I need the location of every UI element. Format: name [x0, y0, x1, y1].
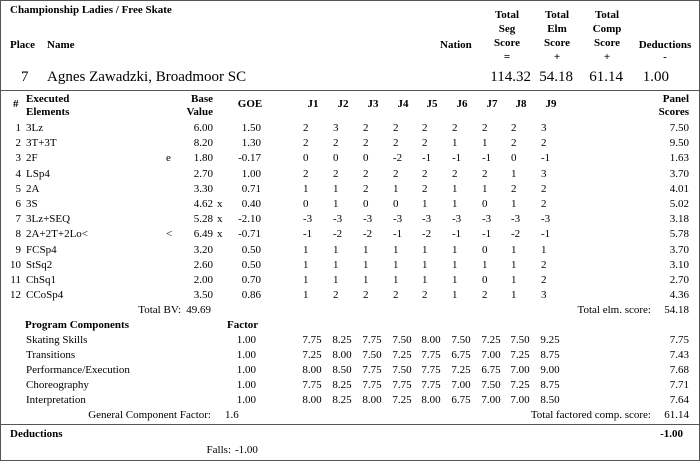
- judge-header-4: J4: [397, 98, 409, 110]
- element-judge-score: 2: [393, 167, 399, 180]
- element-judge-score: 0: [511, 152, 517, 165]
- total-element-score: 54.18: [539, 69, 573, 85]
- element-judge-score: 0: [482, 198, 488, 210]
- factor-header: Factor: [227, 319, 259, 331]
- element-judge-score: 1: [363, 274, 369, 286]
- element-number: 2: [15, 137, 21, 150]
- total-elm-value: 54.18: [664, 304, 689, 316]
- element-goe: 0.86: [241, 289, 261, 302]
- num-header: #: [13, 98, 19, 110]
- divider-bottom: [1, 424, 699, 425]
- panel-header: Panel: [662, 93, 689, 105]
- element-judge-score: 1: [511, 243, 517, 256]
- component-judge-score: 7.50: [510, 334, 530, 346]
- element-base-value: 8.20: [193, 137, 213, 150]
- element-judge-score: -3: [482, 213, 492, 226]
- component-judge-score: 7.25: [510, 379, 530, 391]
- element-panel-score: 3.18: [669, 213, 689, 226]
- element-judge-score: -3: [303, 213, 313, 226]
- element-judge-score: 1: [511, 289, 517, 302]
- gcf-label: General Component Factor:: [88, 409, 211, 421]
- element-judge-score: 2: [303, 122, 309, 134]
- element-number: 5: [15, 182, 21, 195]
- component-panel-score: 7.43: [669, 349, 689, 361]
- element-judge-score: -2: [511, 228, 521, 241]
- elements-header: Elements: [26, 106, 70, 118]
- element-judge-score: 2: [422, 137, 428, 150]
- element-judge-score: -1: [452, 228, 462, 241]
- element-info: e: [166, 152, 171, 165]
- component-judge-score: 9.25: [540, 334, 560, 346]
- judge-header-3: J3: [367, 98, 379, 110]
- judge-header-8: J8: [515, 98, 527, 110]
- element-judge-score: 2: [333, 167, 339, 180]
- value-header: Value: [186, 106, 213, 118]
- component-judge-score: 8.00: [421, 334, 441, 346]
- element-panel-score: 4.36: [669, 289, 689, 302]
- component-judge-score: 7.50: [481, 379, 501, 391]
- element-judge-score: 1: [303, 182, 309, 195]
- component-judge-score: 8.50: [332, 364, 352, 376]
- element-base-value: 6.49: [193, 228, 213, 241]
- falls-label: Falls:: [206, 444, 231, 456]
- component-name: Skating Skills: [26, 334, 88, 346]
- nation-header: Nation: [440, 39, 472, 51]
- element-judge-score: 1: [422, 258, 428, 271]
- total-segment-score: 114.32: [490, 69, 531, 85]
- component-judge-score: 8.00: [362, 394, 382, 406]
- element-judge-score: 2: [393, 289, 399, 302]
- element-judge-score: -1: [303, 228, 313, 241]
- skater-place: 7: [21, 69, 29, 85]
- element-judge-score: 2: [333, 289, 339, 302]
- element-number: 6: [15, 198, 21, 210]
- judge-header-5: J5: [426, 98, 438, 110]
- element-judge-score: 1: [393, 258, 399, 271]
- element-judge-score: 1: [363, 243, 369, 256]
- component-name: Interpretation: [26, 394, 86, 406]
- element-judge-score: 2: [541, 274, 547, 286]
- event-title: Championship Ladies / Free Skate: [10, 4, 172, 16]
- element-judge-score: -1: [422, 152, 432, 165]
- element-judge-score: 0: [333, 152, 339, 165]
- tes-header-4: +: [553, 51, 561, 63]
- component-name: Choreography: [26, 379, 89, 391]
- ded-header-1: Deductions: [638, 39, 692, 51]
- element-number: 4: [15, 167, 21, 180]
- element-judge-score: 2: [303, 167, 309, 180]
- element-bonus-mark: x: [217, 198, 223, 210]
- element-name: CCoSp4: [26, 289, 64, 302]
- element-name: StSq2: [26, 258, 53, 271]
- element-judge-score: 1: [511, 258, 517, 271]
- element-judge-score: 1: [422, 243, 428, 256]
- deductions-total: -1.00: [660, 428, 683, 440]
- element-judge-score: 2: [303, 137, 309, 150]
- element-judge-score: 0: [482, 274, 488, 286]
- element-judge-score: 3: [541, 289, 547, 302]
- element-name: 3T+3T: [26, 137, 57, 150]
- tes-header-3: Score: [543, 37, 571, 49]
- component-judge-score: 7.00: [451, 379, 471, 391]
- component-judge-score: 7.50: [392, 364, 412, 376]
- element-panel-score: 7.50: [669, 122, 689, 134]
- component-judge-score: 7.75: [392, 379, 412, 391]
- judge-header-2: J2: [337, 98, 349, 110]
- element-judge-score: 2: [511, 182, 517, 195]
- component-judge-score: 6.75: [451, 394, 471, 406]
- component-judge-score: 7.00: [481, 394, 501, 406]
- component-panel-score: 7.64: [669, 394, 689, 406]
- pcs-header-4: +: [603, 51, 611, 63]
- component-factor: 1.00: [236, 394, 256, 406]
- component-judge-score: 6.75: [451, 349, 471, 361]
- element-judge-score: 3: [333, 122, 339, 134]
- element-panel-score: 1.63: [669, 152, 689, 165]
- element-bonus-mark: x: [217, 228, 223, 241]
- element-judge-score: -2: [363, 228, 373, 241]
- element-base-value: 4.62: [193, 198, 213, 210]
- component-judge-score: 7.75: [302, 379, 322, 391]
- component-judge-score: 8.75: [540, 379, 560, 391]
- element-base-value: 3.20: [193, 243, 213, 256]
- component-judge-score: 8.25: [332, 379, 352, 391]
- element-number: 1: [15, 122, 21, 134]
- component-judge-score: 8.00: [302, 364, 322, 376]
- element-name: ChSq1: [26, 274, 56, 286]
- tss-header-1: Total: [494, 9, 520, 21]
- element-goe: 1.00: [241, 167, 261, 180]
- element-judge-score: -3: [452, 213, 462, 226]
- component-factor: 1.00: [236, 364, 256, 376]
- judge-header-1: J1: [307, 98, 319, 110]
- element-judge-score: 2: [363, 122, 369, 134]
- element-judge-score: 2: [422, 122, 428, 134]
- component-panel-score: 7.75: [669, 334, 689, 346]
- goe-header: GOE: [237, 98, 263, 110]
- element-judge-score: 2: [422, 167, 428, 180]
- element-name: 2A: [26, 182, 40, 195]
- element-judge-score: 1: [511, 274, 517, 286]
- falls-value: -1.00: [235, 444, 258, 456]
- element-judge-score: 3: [541, 122, 547, 134]
- pcs-header-2: Comp: [592, 23, 622, 35]
- element-panel-score: 3.70: [669, 243, 689, 256]
- element-judge-score: 2: [393, 122, 399, 134]
- element-info: <: [166, 228, 173, 241]
- component-judge-score: 8.00: [332, 349, 352, 361]
- element-judge-score: 2: [452, 167, 458, 180]
- component-judge-score: 8.25: [332, 334, 352, 346]
- component-judge-score: 8.25: [332, 394, 352, 406]
- component-judge-score: 9.00: [540, 364, 560, 376]
- component-judge-score: 7.00: [510, 394, 530, 406]
- element-base-value: 2.00: [193, 274, 213, 286]
- pcs-header-1: Total: [594, 9, 620, 21]
- total-deductions: 1.00: [642, 69, 669, 85]
- element-judge-score: 0: [303, 152, 309, 165]
- element-judge-score: 1: [303, 243, 309, 256]
- element-goe: 1.30: [241, 137, 261, 150]
- component-judge-score: 7.50: [362, 349, 382, 361]
- element-judge-score: 2: [422, 289, 428, 302]
- element-judge-score: 2: [511, 137, 517, 150]
- element-base-value: 3.30: [193, 182, 213, 195]
- element-judge-score: 2: [482, 122, 488, 134]
- component-judge-score: 7.00: [481, 349, 501, 361]
- element-judge-score: -3: [511, 213, 521, 226]
- judge-header-6: J6: [456, 98, 468, 110]
- skater-name: Agnes Zawadzki, Broadmoor SC: [47, 69, 247, 85]
- element-panel-score: 3.10: [669, 258, 689, 271]
- total-component-score: 61.14: [589, 69, 623, 85]
- executed-header: Executed: [26, 93, 70, 105]
- element-number: 12: [10, 289, 21, 302]
- element-judge-score: 1: [452, 137, 458, 150]
- component-judge-score: 7.75: [302, 334, 322, 346]
- tss-header-2: Seg: [498, 23, 516, 35]
- scores-header: Scores: [658, 106, 689, 118]
- element-judge-score: 1: [422, 198, 428, 210]
- divider-top: [1, 90, 699, 91]
- element-judge-score: 1: [452, 258, 458, 271]
- element-judge-score: -3: [393, 213, 403, 226]
- element-goe: 0.50: [241, 243, 261, 256]
- judge-header-7: J7: [486, 98, 498, 110]
- component-panel-score: 7.68: [669, 364, 689, 376]
- element-judge-score: 1: [422, 274, 428, 286]
- element-judge-score: 1: [452, 243, 458, 256]
- element-judge-score: 2: [541, 198, 547, 210]
- total-bv-value: 49.69: [186, 304, 211, 316]
- element-judge-score: 2: [422, 182, 428, 195]
- component-factor: 1.00: [236, 334, 256, 346]
- element-panel-score: 5.02: [669, 198, 689, 210]
- element-name: 3S: [26, 198, 38, 210]
- tes-header-1: Total: [544, 9, 570, 21]
- element-judge-score: 0: [363, 198, 369, 210]
- element-judge-score: 2: [541, 182, 547, 195]
- component-judge-score: 7.50: [451, 334, 471, 346]
- element-judge-score: -2: [393, 152, 403, 165]
- element-judge-score: 2: [363, 289, 369, 302]
- ded-header-2: -: [663, 51, 667, 63]
- element-judge-score: -2: [333, 228, 343, 241]
- element-judge-score: 1: [333, 182, 339, 195]
- element-goe: -0.17: [238, 152, 261, 165]
- element-goe: 1.50: [241, 122, 261, 134]
- component-factor: 1.00: [236, 379, 256, 391]
- element-judge-score: 1: [303, 258, 309, 271]
- component-judge-score: 8.75: [540, 349, 560, 361]
- element-judge-score: 1: [363, 258, 369, 271]
- element-judge-score: 2: [363, 167, 369, 180]
- element-base-value: 5.28: [193, 213, 213, 226]
- element-judge-score: 1: [482, 258, 488, 271]
- element-judge-score: 1: [333, 274, 339, 286]
- component-judge-score: 7.25: [392, 394, 412, 406]
- element-name: 2F: [26, 152, 38, 165]
- element-judge-score: 3: [541, 167, 547, 180]
- element-name: 3Lz: [26, 122, 44, 134]
- element-number: 7: [15, 213, 21, 226]
- element-judge-score: 0: [363, 152, 369, 165]
- element-goe: 0.40: [241, 198, 261, 210]
- component-judge-score: 7.75: [421, 379, 441, 391]
- element-number: 3: [15, 152, 21, 165]
- component-judge-score: 6.75: [481, 364, 501, 376]
- tfcs-label: Total factored comp. score:: [530, 409, 651, 421]
- element-base-value: 2.60: [193, 258, 213, 271]
- element-judge-score: 1: [393, 182, 399, 195]
- component-judge-score: 8.50: [540, 394, 560, 406]
- element-judge-score: -1: [541, 228, 551, 241]
- component-judge-score: 7.75: [421, 364, 441, 376]
- component-judge-score: 7.75: [362, 379, 382, 391]
- component-judge-score: 8.00: [421, 394, 441, 406]
- element-judge-score: 2: [482, 289, 488, 302]
- name-header: Name: [47, 39, 75, 51]
- element-judge-score: 1: [393, 274, 399, 286]
- element-number: 9: [15, 243, 21, 256]
- element-judge-score: 1: [393, 243, 399, 256]
- tfcs-value: 61.14: [664, 409, 689, 421]
- element-judge-score: 1: [452, 289, 458, 302]
- element-number: 10: [10, 258, 21, 271]
- element-judge-score: 0: [393, 198, 399, 210]
- component-judge-score: 7.75: [362, 364, 382, 376]
- element-goe: -2.10: [238, 213, 261, 226]
- element-judge-score: 2: [393, 137, 399, 150]
- gcf-value: 1.6: [225, 409, 239, 421]
- component-judge-score: 8.00: [302, 394, 322, 406]
- element-base-value: 3.50: [193, 289, 213, 302]
- element-judge-score: 0: [303, 198, 309, 210]
- element-judge-score: 2: [333, 137, 339, 150]
- tes-header-2: Elm: [547, 23, 567, 35]
- element-judge-score: -3: [333, 213, 343, 226]
- element-judge-score: 1: [482, 182, 488, 195]
- component-judge-score: 7.00: [510, 364, 530, 376]
- element-judge-score: -2: [422, 228, 432, 241]
- element-judge-score: 2: [541, 258, 547, 271]
- element-judge-score: -1: [482, 228, 492, 241]
- total-elm-label: Total elm. score:: [577, 304, 651, 316]
- element-judge-score: 2: [482, 167, 488, 180]
- element-judge-score: 1: [511, 167, 517, 180]
- element-judge-score: -1: [541, 152, 551, 165]
- component-judge-score: 7.25: [510, 349, 530, 361]
- element-number: 11: [10, 274, 21, 286]
- element-judge-score: 2: [363, 137, 369, 150]
- element-judge-score: 1: [303, 274, 309, 286]
- element-judge-score: 1: [541, 243, 547, 256]
- element-judge-score: 1: [511, 198, 517, 210]
- element-panel-score: 4.01: [669, 182, 689, 195]
- element-base-value: 6.00: [193, 122, 213, 134]
- element-judge-score: 0: [482, 243, 488, 256]
- element-judge-score: 1: [482, 137, 488, 150]
- element-name: FCSp4: [26, 243, 57, 256]
- element-judge-score: 2: [452, 122, 458, 134]
- element-judge-score: 2: [541, 137, 547, 150]
- element-judge-score: -1: [452, 152, 462, 165]
- component-judge-score: 7.50: [392, 334, 412, 346]
- element-judge-score: 1: [333, 258, 339, 271]
- base-header: Base: [191, 93, 213, 105]
- element-panel-score: 2.70: [669, 274, 689, 286]
- total-bv-label: Total BV:: [138, 304, 181, 316]
- element-goe: 0.50: [241, 258, 261, 271]
- element-judge-score: 2: [363, 182, 369, 195]
- element-name: 2A+2T+2Lo<: [26, 228, 88, 241]
- element-judge-score: 2: [511, 122, 517, 134]
- element-judge-score: 1: [452, 274, 458, 286]
- element-judge-score: 1: [452, 182, 458, 195]
- element-goe: -0.71: [238, 228, 261, 241]
- element-judge-score: 1: [333, 243, 339, 256]
- component-judge-score: 7.75: [421, 349, 441, 361]
- element-judge-score: 1: [452, 198, 458, 210]
- element-name: 3Lz+SEQ: [26, 213, 71, 226]
- element-base-value: 2.70: [193, 167, 213, 180]
- element-judge-score: -1: [482, 152, 492, 165]
- element-bonus-mark: x: [217, 213, 223, 226]
- place-header: Place: [10, 39, 36, 51]
- element-judge-score: -1: [393, 228, 403, 241]
- pc-title: Program Components: [25, 319, 129, 331]
- judge-header-9: J9: [545, 98, 557, 110]
- element-goe: 0.71: [241, 182, 261, 195]
- component-name: Transitions: [26, 349, 76, 361]
- component-judge-score: 7.25: [392, 349, 412, 361]
- component-name: Performance/Execution: [26, 364, 130, 376]
- tss-header-3: Score: [493, 37, 521, 49]
- element-number: 8: [15, 228, 21, 241]
- element-base-value: 1.80: [193, 152, 213, 165]
- tss-header-4: =: [503, 51, 511, 63]
- element-judge-score: -3: [363, 213, 373, 226]
- component-panel-score: 7.71: [669, 379, 689, 391]
- element-goe: 0.70: [241, 274, 261, 286]
- component-judge-score: 7.25: [302, 349, 322, 361]
- component-judge-score: 7.25: [481, 334, 501, 346]
- element-panel-score: 3.70: [669, 167, 689, 180]
- element-panel-score: 9.50: [669, 137, 689, 150]
- component-judge-score: 7.25: [451, 364, 471, 376]
- component-factor: 1.00: [236, 349, 256, 361]
- element-judge-score: 1: [333, 198, 339, 210]
- element-name: LSp4: [26, 167, 50, 180]
- element-panel-score: 5.78: [669, 228, 689, 241]
- element-judge-score: -3: [422, 213, 432, 226]
- pcs-header-3: Score: [593, 37, 621, 49]
- element-judge-score: -3: [541, 213, 551, 226]
- element-judge-score: 1: [303, 289, 309, 302]
- component-judge-score: 7.75: [362, 334, 382, 346]
- deductions-title: Deductions: [10, 428, 63, 440]
